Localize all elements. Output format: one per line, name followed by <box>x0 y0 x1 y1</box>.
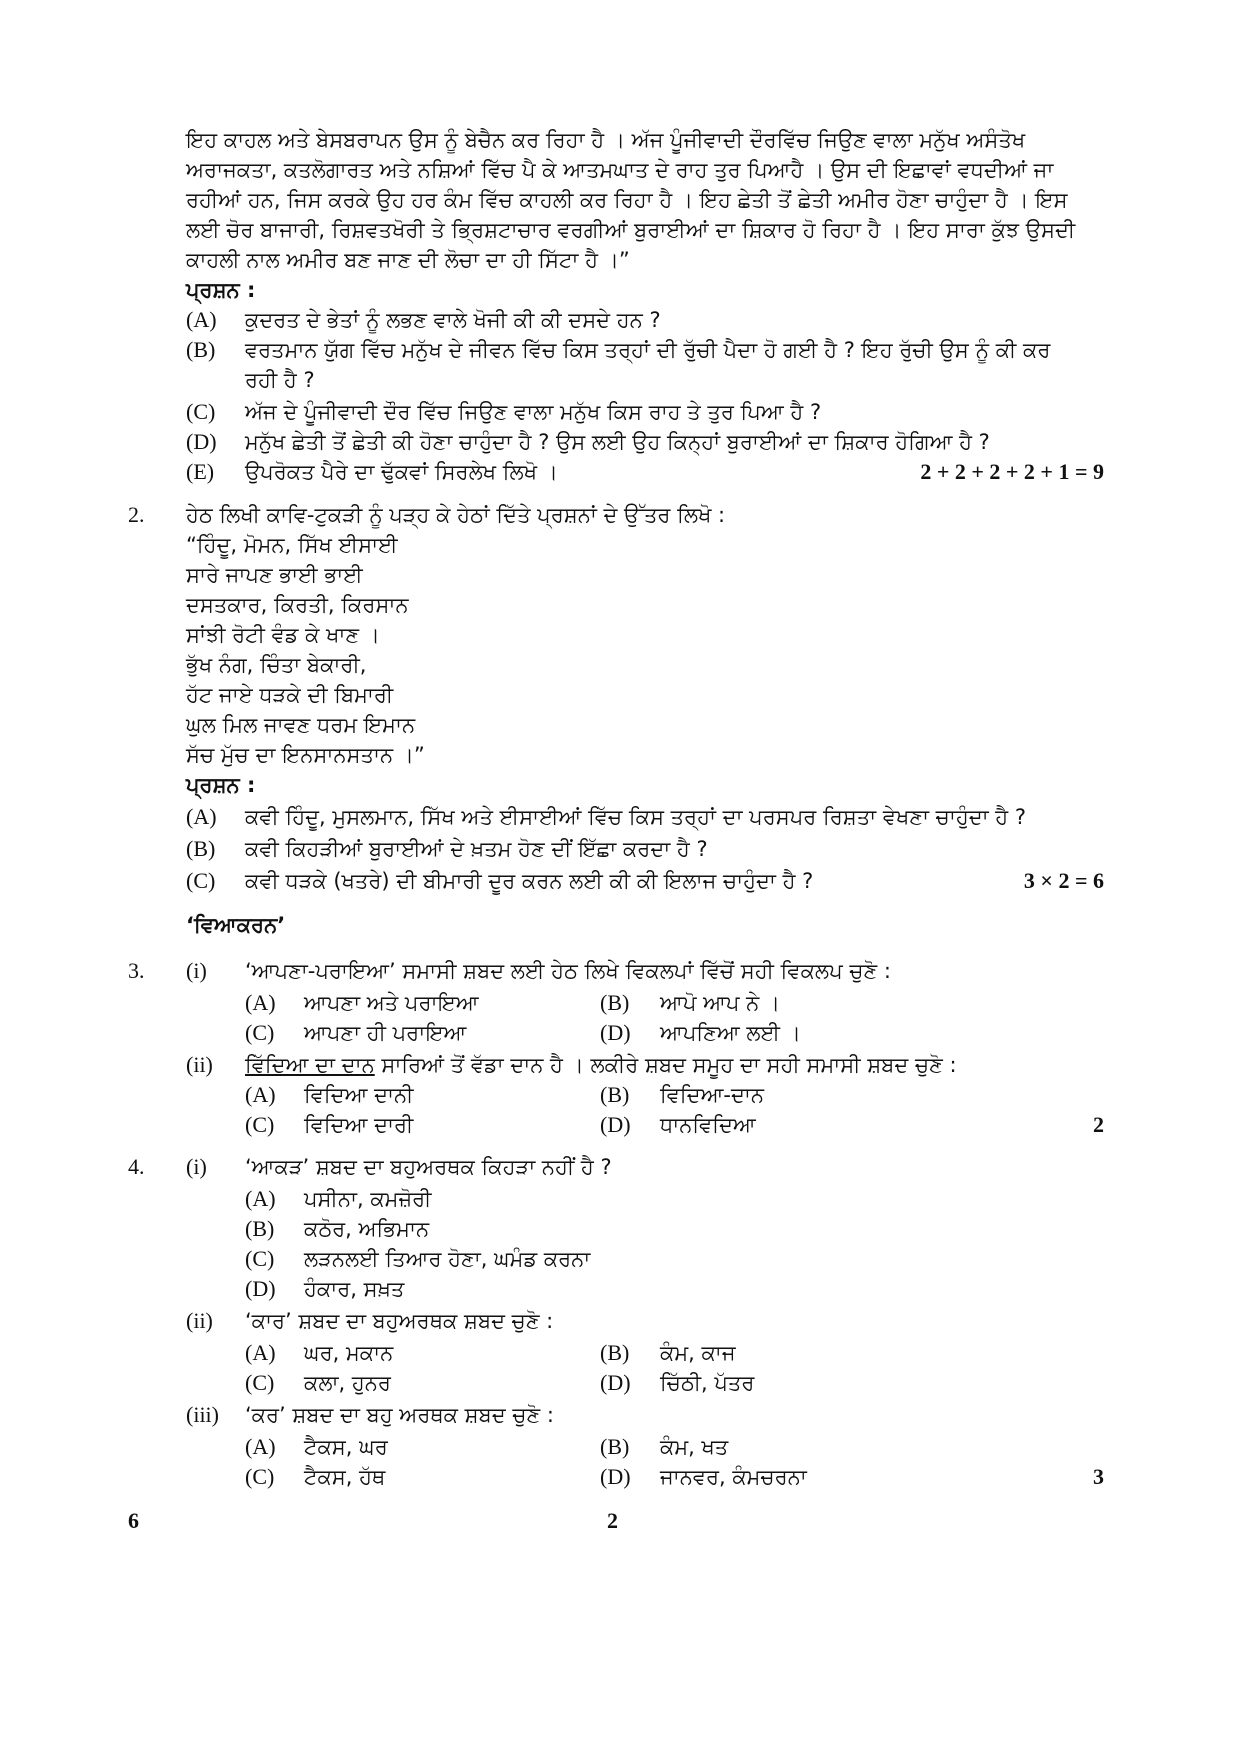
q1-item-label: (C) <box>186 399 216 424</box>
poem-line: ਘੁਲ ਮਿਲ ਜਾਵਣ ਧਰਮ ਇਮਾਨ <box>186 713 416 737</box>
option-text: ਧਾਨਵਿਦਿਆ <box>660 1113 756 1137</box>
q4-i-text: ‘ਆਕੜ’ ਸ਼ਬਦ ਦਾ ਬਹੁਅਰਥਕ ਕਿਹੜਾ ਨਹੀਂ ਹੈ ? <box>245 1155 612 1179</box>
q1-item-label: (A) <box>186 307 217 332</box>
option-label: (C) <box>245 1370 275 1395</box>
q1-item-label: (D) <box>186 429 217 454</box>
option-text: ਪਸੀਨਾ, ਕਮਜ਼ੋਰੀ <box>304 1187 432 1211</box>
poem-line: ਦਸਤਕਾਰ, ਕਿਰਤੀ, ਕਿਰਸਾਨ <box>186 593 409 617</box>
option-text: ਚਿੱਠੀ, ਪੱਤਰ <box>660 1371 755 1395</box>
q1-heading: ਪ੍ਰਸ਼ਨ : <box>186 278 256 302</box>
option-label: (C) <box>245 1112 275 1137</box>
option-text: ਆਪਣਿਆ ਲਈ । <box>660 1021 801 1045</box>
q3-ii-label: (ii) <box>186 1052 213 1077</box>
q4-marks: 3 <box>1093 1464 1104 1489</box>
option-text: ਹੰਕਾਰ, ਸਖ਼ਤ <box>304 1277 405 1301</box>
q3-marks: 2 <box>1093 1112 1104 1137</box>
option-text: ਵਿਦਿਆ ਦਾਨੀ <box>304 1083 414 1107</box>
poem-line: “ਹਿੰਦੂ, ਮੋਮਨ, ਸਿੱਖ ਈਸਾਈ <box>186 533 398 557</box>
page-code: 6 <box>128 1508 139 1533</box>
option-text: ਕੰਮ, ਖਤ <box>660 1435 729 1459</box>
option-label: (B) <box>600 990 630 1015</box>
page-number: 2 <box>607 1508 618 1533</box>
option-text: ਆਪਣਾ ਅਤੇ ਪਰਾਇਆ <box>304 991 479 1015</box>
poem-line: ਸਾਂਝੀ ਰੋਟੀ ਵੰਡ ਕੇ ਖਾਣ । <box>186 623 380 647</box>
option-label: (A) <box>245 1082 276 1107</box>
option-text: ਕਲਾ, ਹੁਨਰ <box>304 1371 391 1395</box>
q2-item-label: (A) <box>186 804 217 829</box>
passage-line: ਅਰਾਜਕਤਾ, ਕਤਲੋਗਾਰਤ ਅਤੇ ਨਸ਼ਿਆਂ ਵਿੱਚ ਪੈ ਕੇ ਆਤਮਘਾਤ ਦੇ ਰਾਹ ਤੁਰ ਪਿਆਹੈ । ਉਸ ਦੀ ਇਛਾਵਾਂ ਵਧਦੀਆਂ ਜਾ <box>186 158 1054 182</box>
q4-ii-label: (ii) <box>186 1308 213 1333</box>
option-label: (B) <box>600 1340 630 1365</box>
option-text: ਜਾਨਵਰ, ਕੰਮਚਰਨਾ <box>660 1465 807 1489</box>
option-text: ਘਰ, ਮਕਾਨ <box>304 1341 394 1365</box>
poem-line: ਭੁੱਖ ਨੰਗ, ਚਿੰਤਾ ਬੇਕਾਰੀ, <box>186 653 367 677</box>
option-text: ਆਪੋ ਆਪ ਨੇ । <box>660 991 781 1015</box>
option-label: (A) <box>245 1434 276 1459</box>
option-label: (C) <box>245 1464 275 1489</box>
option-label: (D) <box>245 1276 276 1301</box>
option-label: (C) <box>245 1246 275 1271</box>
option-text: ਆਪਣਾ ਹੀ ਪਰਾਇਆ <box>304 1021 467 1045</box>
option-text: ਟੈਕਸ, ਘਰ <box>304 1435 388 1459</box>
option-text: ਕੰਮ, ਕਾਜ <box>660 1341 736 1365</box>
q1-item-text: ਕੁਦਰਤ ਦੇ ਭੇਤਾਂ ਨੂੰ ਲਭਣ ਵਾਲੇ ਖੋਜੀ ਕੀ ਕੀ ਦਸਦੇ ਹਨ ? <box>245 308 661 332</box>
q1-item-text: ਵਰਤਮਾਨ ਯੁੱਗ ਵਿੱਚ ਮਨੁੱਖ ਦੇ ਜੀਵਨ ਵਿੱਚ ਕਿਸ ਤਰ੍ਹਾਂ ਦੀ ਰੁੱਚੀ ਪੈਦਾ ਹੋ ਗਈ ਹੈ ? ਇਹ ਰੁੱਚੀ ਉਸ ਨੂੰ ਕੀ ਕਰ <box>245 338 1051 362</box>
option-label: (A) <box>245 1186 276 1211</box>
passage-line: ਇਹ ਕਾਹਲ ਅਤੇ ਬੇਸਬਰਾਪਨ ਉਸ ਨੂੰ ਬੇਚੈਨ ਕਰ ਰਿਹਾ ਹੈ । ਅੱਜ ਪੂੰਜੀਵਾਦੀ ਦੌਰਵਿੱਚ ਜਿਉਣ ਵਾਲਾ ਮਨੁੱਖ ਅਸੰਤੋਖ <box>186 128 1026 152</box>
q1-item-text-cont: ਰਹੀ ਹੈ ? <box>245 368 315 392</box>
poem-line: ਸੱਚ ਮੁੱਚ ਦਾ ਇਨਸਾਨਸਤਾਨ ।” <box>186 743 425 767</box>
q2-item-label: (B) <box>186 836 216 861</box>
option-label: (B) <box>600 1082 630 1107</box>
passage-line: ਕਾਹਲੀ ਨਾਲ ਅਮੀਰ ਬਣ ਜਾਣ ਦੀ ਲੋਚਾ ਦਾ ਹੀ ਸਿੱਟਾ ਹੈ ।” <box>186 248 630 272</box>
option-label: (D) <box>600 1020 631 1045</box>
q1-marks: 2 + 2 + 2 + 2 + 1 = 9 <box>920 459 1104 484</box>
q3-i-text: ‘ਆਪਣਾ-ਪਰਾਇਆ’ ਸਮਾਸੀ ਸ਼ਬਦ ਲਈ ਹੇਠ ਲਿਖੇ ਵਿਕਲਪਾਂ ਵਿੱਚੋਂ ਸਹੀ ਵਿਕਲਪ ਚੁਣੋ : <box>245 959 891 983</box>
q2-item-label: (C) <box>186 868 216 893</box>
option-label: (D) <box>600 1464 631 1489</box>
q4-i-label: (i) <box>186 1154 207 1179</box>
option-label: (A) <box>245 990 276 1015</box>
option-text: ਟੈਕਸ, ਹੱਥ <box>304 1465 386 1489</box>
underlined-phrase: ਵਿੱਦਿਆ ਦਾ ਦਾਨ <box>245 1053 375 1077</box>
q3-ii-rest: ਸਾਰਿਆਂ ਤੋਂ ਵੱਡਾ ਦਾਨ ਹੈ । ਲਕੀਰੇ ਸ਼ਬਦ ਸਮੂਹ ਦਾ ਸਹੀ ਸਮਾਸੀ ਸ਼ਬਦ ਚੁਣੋ : <box>374 1053 957 1077</box>
q2-item-text: ਕਵੀ ਧੜਕੇ (ਖਤਰੇ) ਦੀ ਬੀਮਾਰੀ ਦੂਰ ਕਰਨ ਲਈ ਕੀ ਕੀ ਇਲਾਜ ਚਾਹੁੰਦਾ ਹੈ ? <box>245 869 814 893</box>
passage-line: ਲਈ ਚੋਰ ਬਾਜਾਰੀ, ਰਿਸ਼ਵਤਖੋਰੀ ਤੇ ਭ੍ਰਿਸ਼ਟਾਚਾਰ ਵਰਗੀਆਂ ਬੁਰਾਈਆਂ ਦਾ ਸ਼ਿਕਾਰ ਹੋ ਰਿਹਾ ਹੈ । ਇਹ ਸਾਰਾ ਕੁੱਝ ਉਸਦੀ <box>186 218 1076 242</box>
q2-heading: ਪ੍ਰਸ਼ਨ : <box>186 773 256 797</box>
option-label: (A) <box>245 1340 276 1365</box>
q2-number: 2. <box>128 502 145 527</box>
q3-ii-text <box>245 1050 957 1080</box>
q1-item-text: ਮਨੁੱਖ ਛੇਤੀ ਤੋਂ ਛੇਤੀ ਕੀ ਹੋਣਾ ਚਾਹੁੰਦਾ ਹੈ ? ਉਸ ਲਈ ਉਹ ਕਿਨ੍ਹਾਂ ਬੁਰਾਈਆਂ ਦਾ ਸ਼ਿਕਾਰ ਹੋਗਿਆ ਹੈ ? <box>245 430 990 454</box>
q4-ii-text: ‘ਕਾਰ’ ਸ਼ਬਦ ਦਾ ਬਹੁਅਰਥਕ ਸ਼ਬਦ ਚੁਣੋ : <box>245 1309 554 1333</box>
q2-marks: 3 × 2 = 6 <box>1023 868 1104 893</box>
q2-item-text: ਕਵੀ ਹਿੰਦੂ, ਮੁਸਲਮਾਨ, ਸਿੱਖ ਅਤੇ ਈਸਾਈਆਂ ਵਿੱਚ ਕਿਸ ਤਰ੍ਹਾਂ ਦਾ ਪਰਸਪਰ ਰਿਸ਼ਤਾ ਵੇਖਣਾ ਚਾਹੁੰਦਾ ਹੈ ? <box>245 805 1027 829</box>
option-text: ਕਠੋਰ, ਅਭਿਮਾਨ <box>304 1217 430 1241</box>
option-text: ਵਿਦਿਆ ਦਾਰੀ <box>304 1113 414 1137</box>
q4-number: 4. <box>128 1154 145 1179</box>
q2-item-text: ਕਵੀ ਕਿਹੜੀਆਂ ਬੁਰਾਈਆਂ ਦੇ ਖ਼ਤਮ ਹੋਣ ਦੀਂ ਇੱਛਾ ਕਰਦਾ ਹੈ ? <box>245 837 708 861</box>
option-text: ਵਿਦਿਆ-ਦਾਨ <box>660 1083 765 1107</box>
q2-instruction: ਹੇਠ ਲਿਖੀ ਕਾਵਿ-ਟੁਕੜੀ ਨੂੰ ਪੜ੍ਹ ਕੇ ਹੇਠਾਂ ਦਿੱਤੇ ਪ੍ਰਸ਼ਨਾਂ ਦੇ ਉੱਤਰ ਲਿਖੋ : <box>186 503 726 527</box>
q1-item-text: ਉਪਰੋਕਤ ਪੈਰੇ ਦਾ ਢੁੱਕਵਾਂ ਸਿਰਲੇਖ ਲਿਖੋ । <box>245 460 558 484</box>
q4-iii-text: ‘ਕਰ’ ਸ਼ਬਦ ਦਾ ਬਹੁ ਅਰਥਕ ਸ਼ਬਦ ਚੁਣੋ : <box>245 1403 554 1427</box>
q1-item-label: (E) <box>186 459 215 484</box>
option-label: (C) <box>245 1020 275 1045</box>
option-label: (D) <box>600 1112 631 1137</box>
poem-line: ਸਾਰੇ ਜਾਪਣ ਭਾਈ ਭਾਈ <box>186 563 363 587</box>
poem-line: ਹੱਟ ਜਾਏ ਧੜਕੇ ਦੀ ਬਿਮਾਰੀ <box>186 683 394 707</box>
grammar-heading: ‘ਵਿਆਕਰਨ’ <box>186 913 286 937</box>
option-label: (B) <box>600 1434 630 1459</box>
option-text: ਲੜਨਲਈ ਤਿਆਰ ਹੋਣਾ, ਘਮੰਡ ਕਰਨਾ <box>304 1247 591 1271</box>
q3-number: 3. <box>128 958 145 983</box>
passage-line: ਰਹੀਆਂ ਹਨ, ਜਿਸ ਕਰਕੇ ਉਹ ਹਰ ਕੰਮ ਵਿੱਚ ਕਾਹਲੀ ਕਰ ਰਿਹਾ ਹੈ । ਇਹ ਛੇਤੀ ਤੋਂ ਛੇਤੀ ਅਮੀਰ ਹੋਣਾ ਚਾਹੁੰਦਾ ਹੈ । ਇਸ <box>186 188 1068 212</box>
q1-item-text: ਅੱਜ ਦੇ ਪੂੰਜੀਵਾਦੀ ਦੌਰ ਵਿੱਚ ਜਿਉਣ ਵਾਲਾ ਮਨੁੱਖ ਕਿਸ ਰਾਹ ਤੇ ਤੁਰ ਪਿਆ ਹੈ ? <box>245 400 822 424</box>
q4-iii-label: (iii) <box>186 1402 219 1427</box>
option-label: (D) <box>600 1370 631 1395</box>
q1-item-label: (B) <box>186 337 216 362</box>
q3-i-label: (i) <box>186 958 207 983</box>
option-label: (B) <box>245 1216 275 1241</box>
